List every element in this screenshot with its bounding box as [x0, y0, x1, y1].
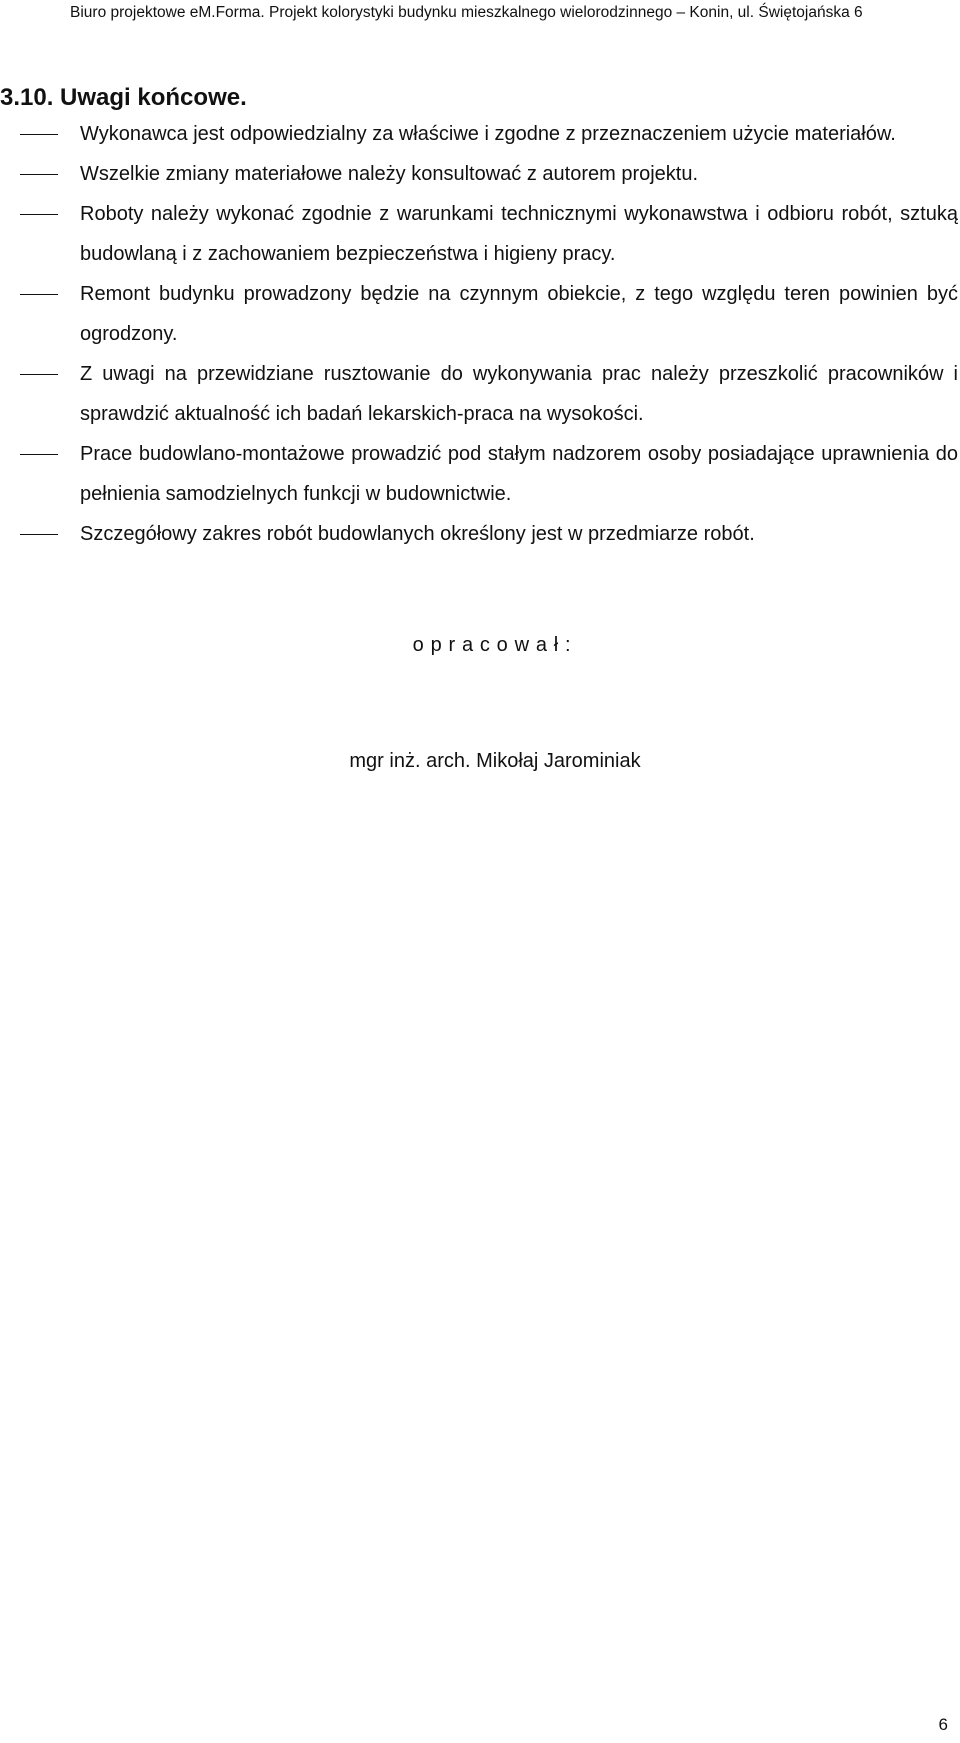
document-header: Biuro projektowe eM.Forma. Projekt kolorystyki budynku mieszkalnego wielorodzinnego – Konin, ul. Świętojańska 6	[70, 4, 863, 21]
list-item	[0, 114, 960, 154]
list-item-text: Wszelkie zmiany materiałowe należy konsultować z autorem projektu.	[80, 163, 699, 185]
dash-bullet	[20, 174, 58, 175]
dash-bullet	[20, 214, 58, 215]
author-name: mgr inż. arch. Mikołaj Jarominiak	[349, 750, 641, 772]
page-number: 6	[938, 1715, 948, 1734]
dash-bullet	[20, 374, 58, 375]
list-item	[0, 514, 960, 554]
remarks-list	[0, 114, 960, 554]
list-item-text: Wykonawca jest odpowiedzialny za właściwe i zgodne z przeznaczeniem użycie materiałów.	[80, 123, 896, 145]
list-item	[0, 354, 960, 434]
dash-bullet	[20, 134, 58, 135]
list-item	[0, 154, 960, 194]
list-item-text: Remont budynku prowadzony będzie na czynnym obiekcie, z tego względu teren powinien być ogrodzony.	[80, 283, 958, 345]
dash-bullet	[20, 534, 58, 535]
section-title: 3.10. Uwagi końcowe.	[0, 84, 247, 111]
list-item	[0, 194, 960, 274]
list-item-text: Szczegółowy zakres robót budowlanych określony jest w przedmiarze robót.	[80, 523, 755, 545]
list-item-text: Z uwagi na przewidziane rusztowanie do wykonywania prac należy przeszkolić pracowników i sprawdzić aktualność ich badań lekarskich-praca na wysokości.	[80, 363, 958, 425]
prepared-by-label: opracował:	[412, 634, 578, 656]
dash-bullet	[20, 454, 58, 455]
list-item-text: Prace budowlano-montażowe prowadzić pod stałym nadzorem osoby posiadające uprawnienia do pełnienia samodzielnych funkcji w budownictwie.	[80, 443, 958, 505]
list-item	[0, 434, 960, 514]
list-item-text: Roboty należy wykonać zgodnie z warunkami technicznymi wykonawstwa i odbioru robót, sztuką budowlaną i z zachowaniem bezpieczeństwa i higieny pracy.	[80, 203, 958, 265]
list-item	[0, 274, 960, 354]
dash-bullet	[20, 294, 58, 295]
